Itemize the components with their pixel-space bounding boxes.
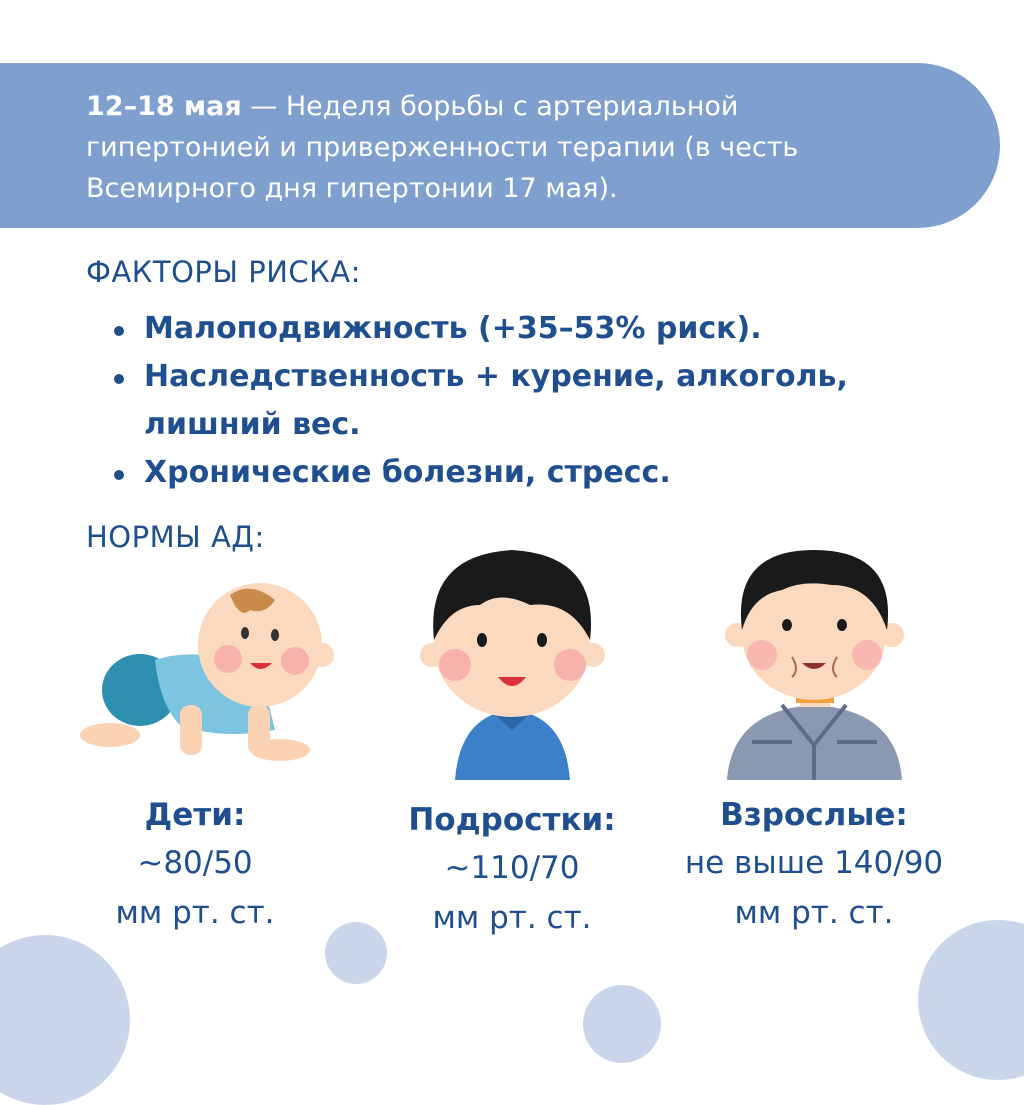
norms-heading: НОРМЫ АД: (86, 520, 265, 554)
norm-teens (352, 797, 672, 943)
bullet-icon (114, 326, 124, 336)
norm-adults (654, 792, 974, 938)
risk-list (110, 305, 990, 497)
teen-illustration (420, 545, 605, 780)
risk-item: Хронические болезни, стресс. (110, 449, 990, 497)
decor-circle (325, 922, 387, 984)
banner-text (86, 86, 906, 209)
banner-description: — Неделя борьбы с артериальной гипертонией и приверженности терапии (в честь Всемирного дня гипертонии 17 мая). (86, 91, 799, 204)
group-value: ~110/70 (444, 850, 580, 886)
bullet-icon (114, 374, 124, 384)
risk-item: Наследственность + курение, алкоголь, лишний вес. (110, 353, 990, 449)
banner-date: 12–18 мая (86, 91, 242, 122)
group-unit: мм рт. ст. (115, 895, 275, 931)
norm-children (35, 792, 355, 938)
decor-circle (0, 935, 130, 1105)
risk-item: Малоподвижность (+35–53% риск). (110, 305, 990, 353)
group-unit: мм рт. ст. (432, 900, 592, 936)
group-value: ~80/50 (137, 845, 253, 881)
bullet-icon (114, 470, 124, 480)
adult-illustration (722, 545, 907, 780)
group-name: Взрослые: (720, 797, 908, 833)
group-name: Дети: (144, 797, 246, 833)
risk-heading: ФАКТОРЫ РИСКА: (86, 255, 361, 289)
decor-circle (918, 920, 1024, 1080)
group-unit: мм рт. ст. (734, 895, 894, 931)
group-name: Подростки: (408, 802, 616, 838)
baby-illustration (70, 575, 340, 775)
decor-circle (583, 985, 661, 1063)
group-value: не выше 140/90 (684, 845, 944, 881)
